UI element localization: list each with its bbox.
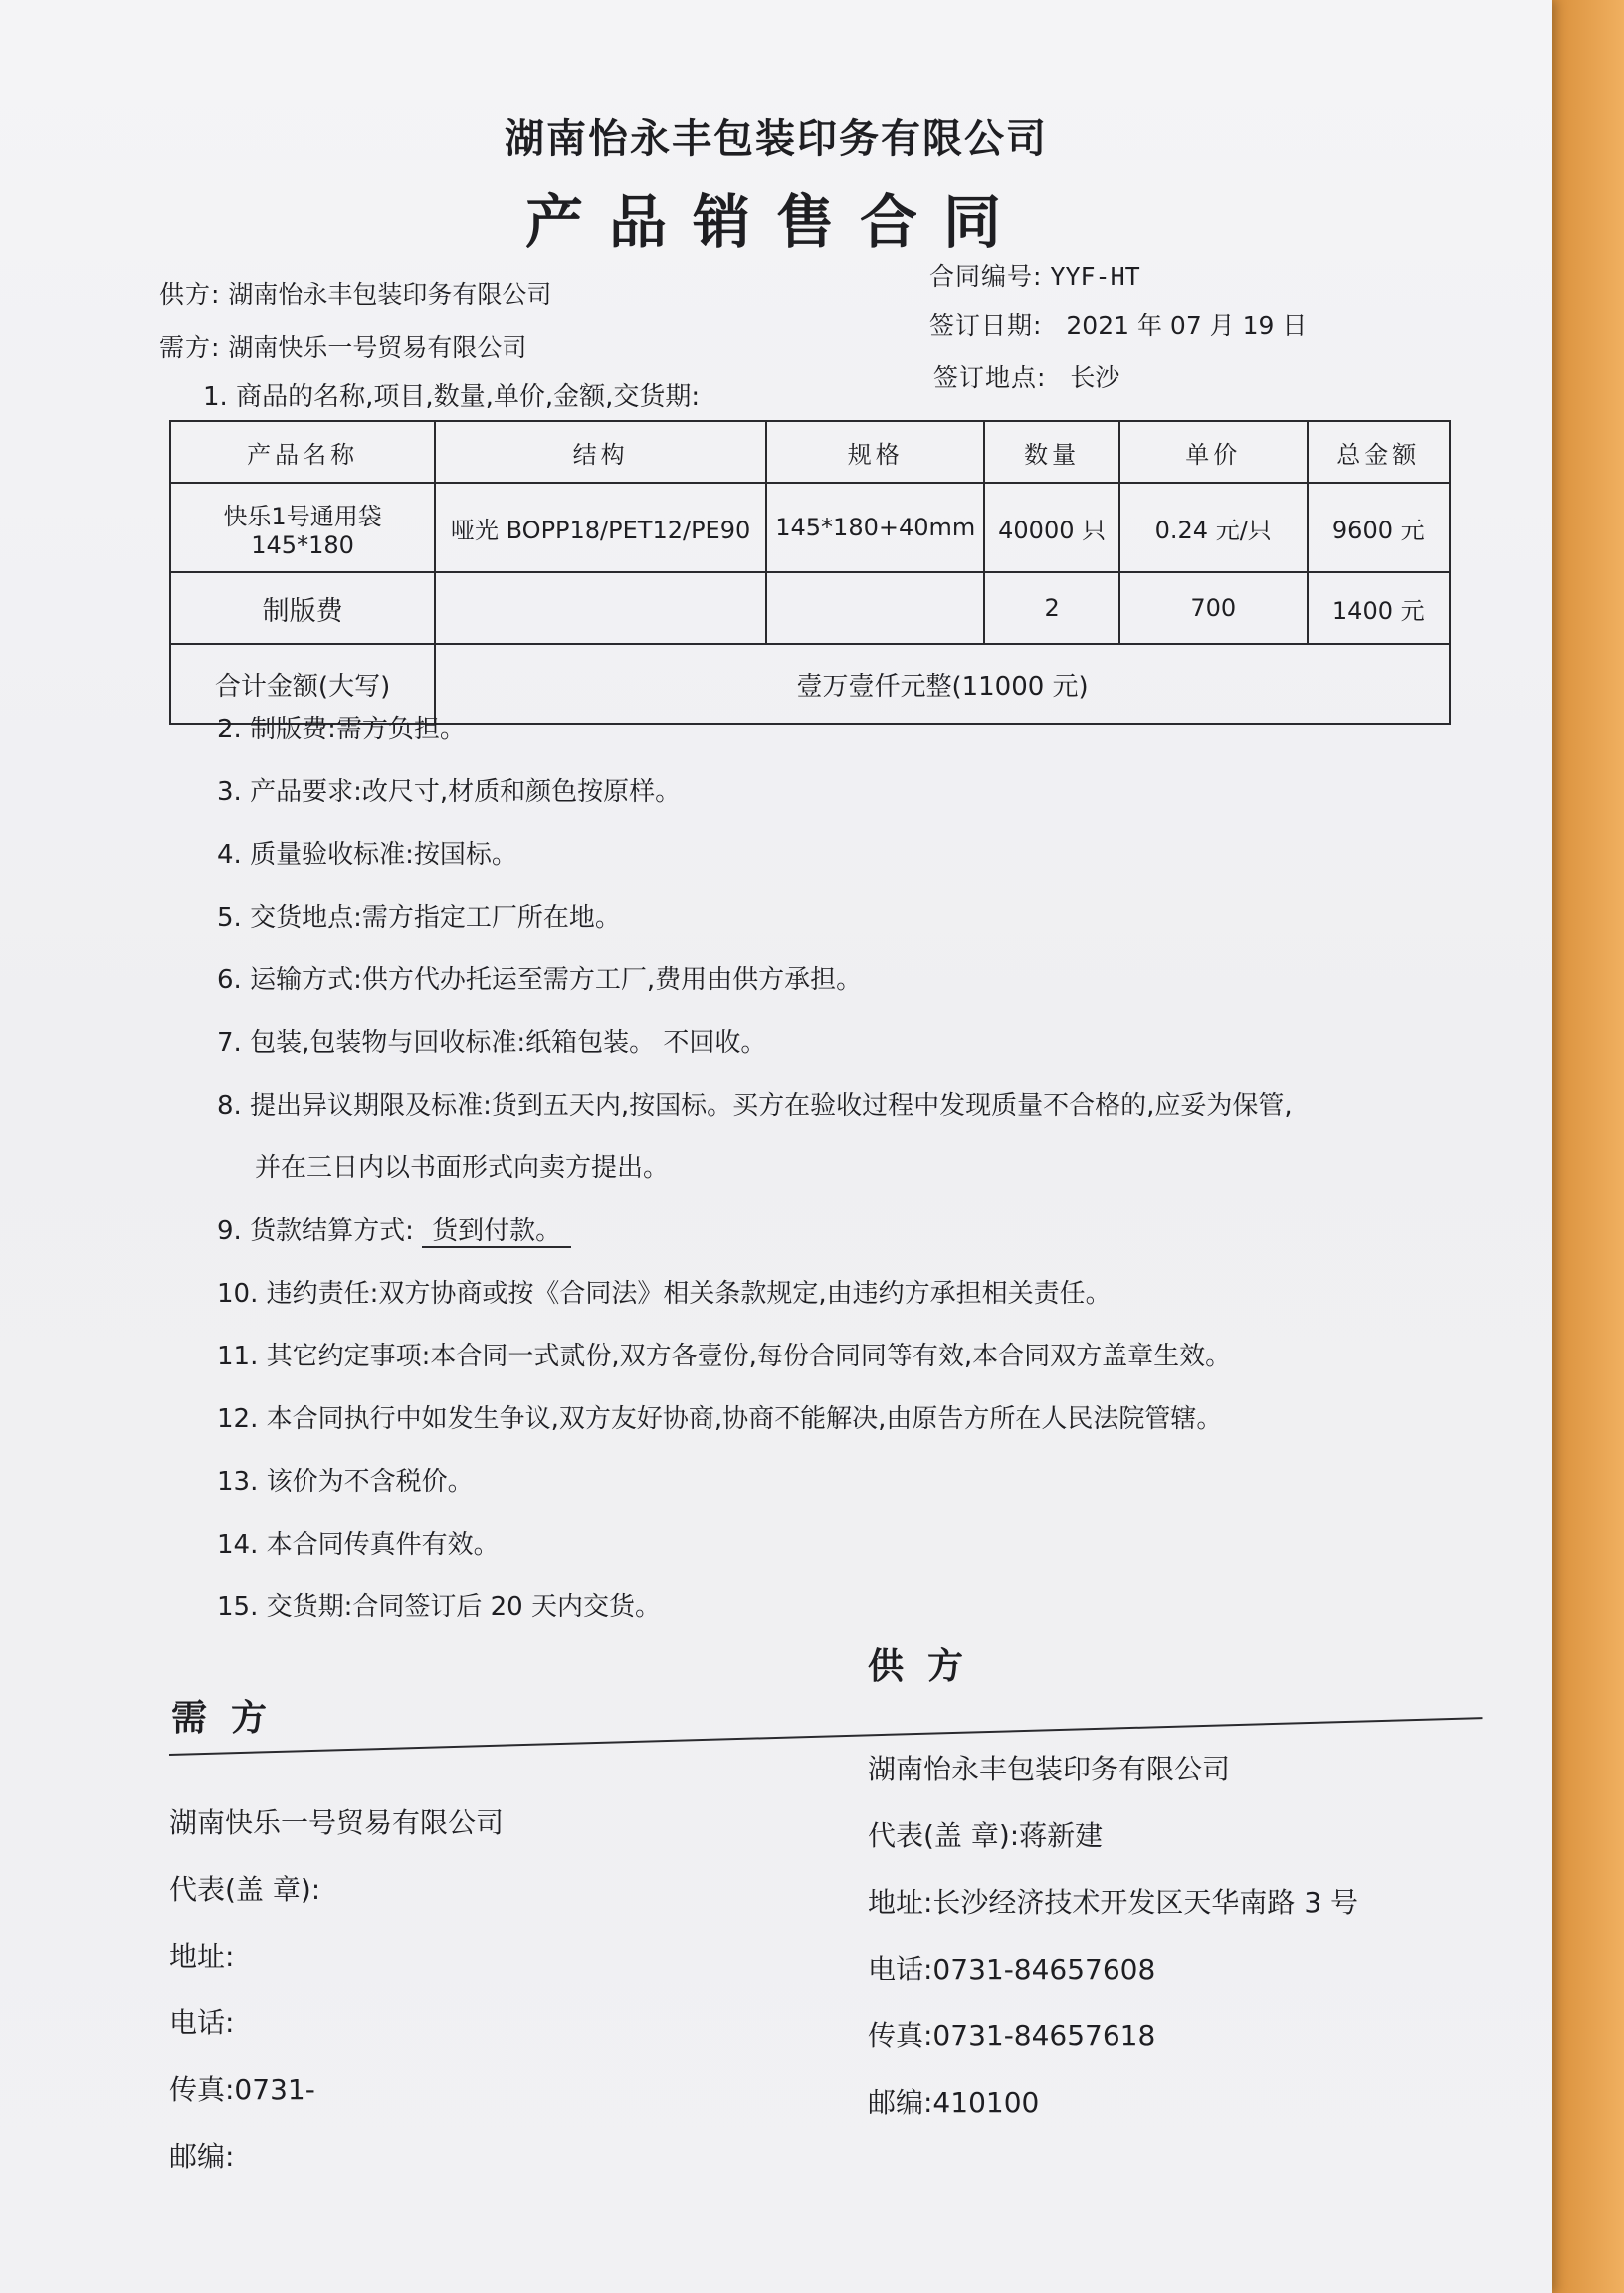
- supplier-line: [159, 275, 551, 311]
- supplier-signature-title: 供方: [868, 1646, 988, 1687]
- column-header: 总金额: [1308, 421, 1450, 483]
- supplier-sign-postcode: 邮编:410100: [868, 2086, 1040, 2119]
- table-cell: [435, 572, 766, 644]
- table-cell: 40000 只: [984, 483, 1119, 572]
- table-cell: 9600 元: [1308, 483, 1450, 572]
- supplier-name: 湖南怡永丰包装印务有限公司: [228, 280, 552, 309]
- column-header: 数量: [984, 421, 1119, 483]
- contract-date-value: 2021 年 07 月 19 日: [1066, 312, 1308, 340]
- contract-number-value: YYF-HT: [1050, 262, 1140, 291]
- buyer-sign-company: 湖南快乐一号贸易有限公司: [169, 1806, 505, 1839]
- buyer-sign-phone: 电话:: [169, 2006, 235, 2039]
- term-item: 2. 制版费:需方负担。: [217, 715, 466, 744]
- contract-number: [929, 257, 1140, 293]
- term-item: 8. 提出异议期限及标准:货到五天内,按国标。买方在验收过程中发现质量不合格的,应妥为保管,: [217, 1091, 1293, 1121]
- table-cell: 0.24 元/只: [1119, 483, 1308, 572]
- table-cell: 哑光 BOPP18/PET12/PE90: [435, 483, 766, 572]
- section-1-heading: 1. 商品的名称,项目,数量,单价,金额,交货期:: [203, 382, 701, 412]
- buyer-signature-block: [169, 1789, 504, 2189]
- table-row: [170, 572, 1450, 644]
- buyer-sign-representative: 代表(盖 章):: [169, 1873, 321, 1906]
- table-cell: 快乐1号通用袋145*180: [170, 483, 435, 572]
- term-item-payment: [217, 1200, 1293, 1263]
- column-header: 单价: [1119, 421, 1308, 483]
- table-cell: 制版费: [170, 572, 435, 644]
- buyer-line: [159, 328, 526, 364]
- term-item: 14. 本合同传真件有效。: [217, 1530, 500, 1560]
- total-label: 合计金额(大写): [170, 644, 435, 724]
- term-item: 5. 交货地点:需方指定工厂所在地。: [217, 903, 621, 933]
- supplier-sign-address: 地址:长沙经济技术开发区天华南路 3 号: [868, 1886, 1359, 1919]
- total-value: 壹万壹仟元整(11000 元): [435, 644, 1450, 724]
- buyer-label: 需方:: [159, 333, 221, 362]
- buyer-sign-fax: 传真:0731-: [169, 2073, 315, 2106]
- supplier-sign-fax: 传真:0731-84657618: [868, 2019, 1156, 2052]
- contract-date-label: 签订日期:: [929, 312, 1043, 340]
- term-item: 6. 运输方式:供方代办托运至需方工厂,费用由供方承担。: [217, 965, 863, 995]
- table-cell: 700: [1119, 572, 1308, 644]
- contract-place-value: 长沙: [1070, 363, 1120, 392]
- term-item: 13. 该价为不含税价。: [217, 1467, 474, 1497]
- contract-place-label: 签订地点:: [933, 363, 1047, 392]
- term-item: 7. 包装,包装物与回收标准:纸箱包装。 不回收。: [217, 1028, 767, 1058]
- contract-date: [929, 307, 1307, 342]
- document-title: 产品销售合同: [524, 188, 1027, 256]
- term-item-continuation: 并在三日内以书面形式向卖方提出。: [255, 1153, 670, 1183]
- term-item: 11. 其它约定事项:本合同一式贰份,双方各壹份,每份合同同等有效,本合同双方盖章生效。: [217, 1342, 1232, 1371]
- contract-number-label: 合同编号:: [929, 262, 1043, 291]
- term-item: 15. 交货期:合同签订后 20 天内交货。: [217, 1592, 661, 1622]
- goods-table: [169, 420, 1451, 725]
- terms-list: [217, 699, 1293, 1639]
- term-item: 12. 本合同执行中如发生争议,双方友好协商,协商不能解决,由原告方所在人民法院管辖。: [217, 1404, 1223, 1434]
- buyer-name: 湖南快乐一号贸易有限公司: [228, 333, 527, 362]
- term-item: 10. 违约责任:双方协商或按《合同法》相关条款规定,由违约方承担相关责任。: [217, 1279, 1112, 1309]
- term-item: 4. 质量验收标准:按国标。: [217, 840, 517, 870]
- table-cell: 145*180+40mm: [766, 483, 984, 572]
- table-header-row: [170, 421, 1450, 483]
- column-header: 规格: [766, 421, 984, 483]
- background-edge: [1552, 0, 1624, 2293]
- buyer-sign-address: 地址:: [169, 1940, 235, 1973]
- buyer-sign-postcode: 邮编:: [169, 2140, 235, 2173]
- supplier-signature-block: [868, 1736, 1358, 2136]
- company-name: 湖南怡永丰包装印务有限公司: [505, 116, 1048, 162]
- supplier-sign-company: 湖南怡永丰包装印务有限公司: [868, 1753, 1231, 1785]
- table-cell: [766, 572, 984, 644]
- supplier-sign-representative: 代表(盖 章):蒋新建: [868, 1819, 1104, 1852]
- table-row: [170, 483, 1450, 572]
- table-cell: 2: [984, 572, 1119, 644]
- payment-label: 9. 货款结算方式:: [217, 1216, 414, 1246]
- contract-place: [933, 358, 1119, 394]
- supplier-sign-phone: 电话:0731-84657608: [868, 1953, 1156, 1985]
- table-cell: 1400 元: [1308, 572, 1450, 644]
- term-item: 3. 产品要求:改尺寸,材质和颜色按原样。: [217, 777, 682, 807]
- supplier-label: 供方:: [159, 280, 221, 309]
- payment-value: 货到付款。: [422, 1216, 571, 1248]
- buyer-signature-title: 需方: [171, 1698, 292, 1739]
- column-header: 结构: [435, 421, 766, 483]
- column-header: 产品名称: [170, 421, 435, 483]
